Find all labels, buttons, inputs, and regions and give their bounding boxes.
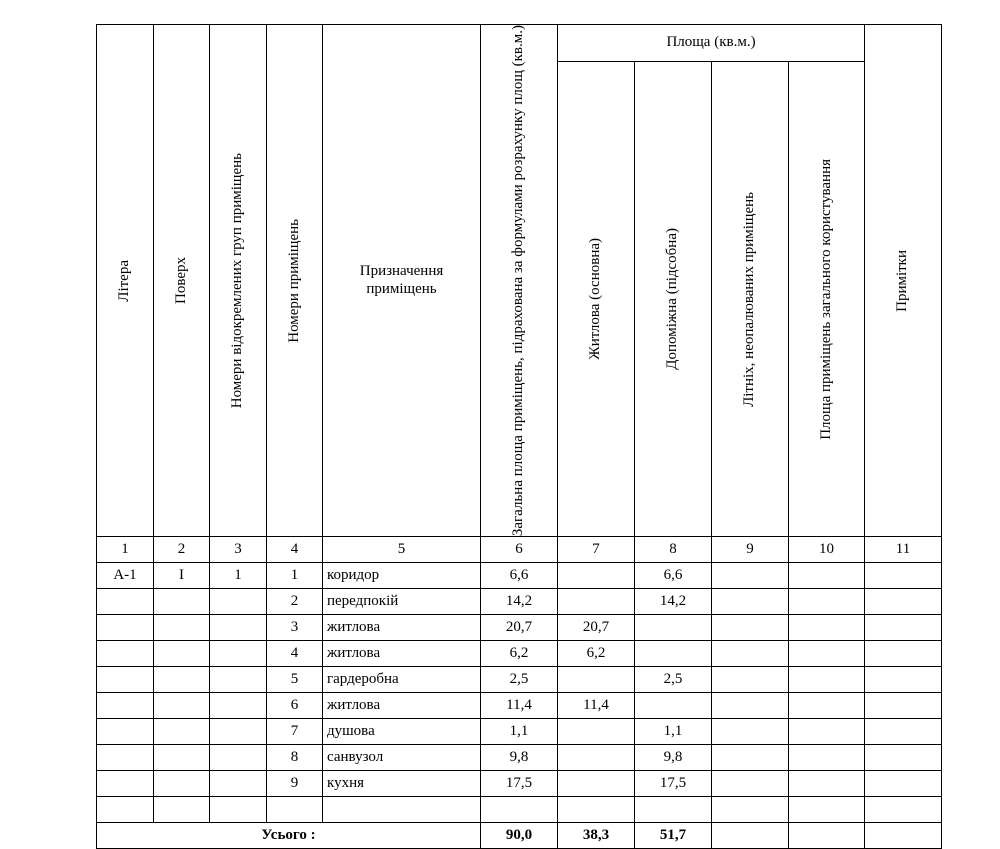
table-row [97, 745, 942, 771]
table-row [97, 615, 942, 641]
cell-room: 2 [267, 589, 323, 615]
cell-group [210, 615, 267, 641]
cell-auxiliary [635, 693, 712, 719]
header-floor: Поверх [154, 25, 210, 537]
col-number: 5 [323, 537, 481, 563]
header-litera: Літера [97, 25, 154, 537]
table-row [97, 589, 942, 615]
cell-notes [865, 797, 942, 823]
cell-total-area: 9,8 [481, 745, 558, 771]
cell-common [789, 589, 865, 615]
cell-auxiliary: 14,2 [635, 589, 712, 615]
cell-living: 11,4 [558, 693, 635, 719]
cell-auxiliary [635, 615, 712, 641]
cell-summer [712, 797, 789, 823]
cell-litera [97, 693, 154, 719]
cell-group [210, 797, 267, 823]
cell-group [210, 589, 267, 615]
cell-room: 6 [267, 693, 323, 719]
cell-purpose: коридор [323, 563, 481, 589]
cell-group [210, 745, 267, 771]
cell-common [789, 693, 865, 719]
header-rooms: Номери приміщень [267, 25, 323, 537]
cell-group [210, 693, 267, 719]
cell-purpose: передпокій [323, 589, 481, 615]
cell-summer [712, 771, 789, 797]
cell-common [789, 719, 865, 745]
cell-summer [712, 641, 789, 667]
header-common: Площа приміщень загального користування [789, 61, 865, 536]
cell-living [558, 745, 635, 771]
cell-room [267, 797, 323, 823]
header-notes: Примітки [865, 25, 942, 537]
cell-purpose: кухня [323, 771, 481, 797]
cell-common [789, 667, 865, 693]
cell-floor [154, 667, 210, 693]
cell-litera [97, 667, 154, 693]
cell-purpose: санвузол [323, 745, 481, 771]
cell-summer [712, 693, 789, 719]
cell-living: 20,7 [558, 615, 635, 641]
cell-living: 6,2 [558, 641, 635, 667]
cell-total-area: 2,5 [481, 667, 558, 693]
cell-total-area [481, 797, 558, 823]
cell-litera [97, 641, 154, 667]
cell-notes [865, 693, 942, 719]
cell-auxiliary [635, 641, 712, 667]
col-number: 8 [635, 537, 712, 563]
cell-auxiliary [635, 797, 712, 823]
cell-litera [97, 615, 154, 641]
column-number-row [97, 537, 942, 563]
cell-living [558, 589, 635, 615]
cell-notes [865, 771, 942, 797]
cell-group [210, 719, 267, 745]
cell-floor [154, 615, 210, 641]
room-area-table [96, 24, 942, 849]
table-row [97, 641, 942, 667]
cell-common [789, 797, 865, 823]
col-number: 1 [97, 537, 154, 563]
cell-living [558, 667, 635, 693]
cell-floor [154, 771, 210, 797]
cell-total-area: 6,6 [481, 563, 558, 589]
col-number: 10 [789, 537, 865, 563]
cell-summer [712, 589, 789, 615]
cell-summer [712, 719, 789, 745]
cell-floor: І [154, 563, 210, 589]
table-row [97, 719, 942, 745]
header-total-area: Загальна площа приміщень, підрахована за формулами розрахунку площ (кв.м.) [481, 25, 558, 537]
cell-living [558, 797, 635, 823]
cell-total-area: 1,1 [481, 719, 558, 745]
table-row [97, 667, 942, 693]
cell-common [789, 771, 865, 797]
cell-purpose: гардеробна [323, 667, 481, 693]
table-row [97, 563, 942, 589]
cell-common [789, 745, 865, 771]
cell-litera: А-1 [97, 563, 154, 589]
cell-floor [154, 641, 210, 667]
cell-auxiliary: 1,1 [635, 719, 712, 745]
table-row [97, 797, 942, 823]
cell-common [789, 641, 865, 667]
cell-floor [154, 797, 210, 823]
table-row [97, 693, 942, 719]
cell-summer [712, 563, 789, 589]
cell-notes [865, 745, 942, 771]
cell-floor [154, 589, 210, 615]
cell-common [789, 563, 865, 589]
cell-total-area: 11,4 [481, 693, 558, 719]
col-number: 4 [267, 537, 323, 563]
cell-notes [865, 563, 942, 589]
cell-room: 3 [267, 615, 323, 641]
cell-room: 7 [267, 719, 323, 745]
totals-common [789, 823, 865, 849]
col-number: 2 [154, 537, 210, 563]
cell-room: 8 [267, 745, 323, 771]
cell-purpose: житлова [323, 693, 481, 719]
cell-total-area: 14,2 [481, 589, 558, 615]
cell-purpose: житлова [323, 615, 481, 641]
header-summer: Літніх, неопалюваних приміщень [712, 61, 789, 536]
col-number: 9 [712, 537, 789, 563]
cell-purpose: житлова [323, 641, 481, 667]
header-living: Житлова (основна) [558, 61, 635, 536]
totals-living: 38,3 [558, 823, 635, 849]
totals-notes [865, 823, 942, 849]
totals-auxiliary: 51,7 [635, 823, 712, 849]
cell-living [558, 563, 635, 589]
header-groups: Номери відокремлених груп приміщень [210, 25, 267, 537]
cell-floor [154, 745, 210, 771]
totals-summer [712, 823, 789, 849]
cell-living [558, 771, 635, 797]
col-number: 11 [865, 537, 942, 563]
cell-notes [865, 641, 942, 667]
cell-room: 4 [267, 641, 323, 667]
cell-purpose: душова [323, 719, 481, 745]
cell-group [210, 771, 267, 797]
header-area-group: Площа (кв.м.) [558, 25, 865, 62]
cell-room: 1 [267, 563, 323, 589]
cell-purpose [323, 797, 481, 823]
cell-litera [97, 745, 154, 771]
totals-label: Усього : [97, 823, 481, 849]
totals-total-area: 90,0 [481, 823, 558, 849]
cell-floor [154, 693, 210, 719]
cell-auxiliary: 2,5 [635, 667, 712, 693]
cell-living [558, 719, 635, 745]
header-auxiliary: Допоміжна (підсобна) [635, 61, 712, 536]
cell-group [210, 667, 267, 693]
cell-notes [865, 589, 942, 615]
totals-row [97, 823, 942, 849]
cell-total-area: 20,7 [481, 615, 558, 641]
cell-litera [97, 771, 154, 797]
cell-litera [97, 797, 154, 823]
cell-auxiliary: 9,8 [635, 745, 712, 771]
cell-auxiliary: 6,6 [635, 563, 712, 589]
cell-total-area: 6,2 [481, 641, 558, 667]
cell-litera [97, 719, 154, 745]
cell-notes [865, 719, 942, 745]
cell-group: 1 [210, 563, 267, 589]
cell-summer [712, 667, 789, 693]
cell-summer [712, 745, 789, 771]
cell-floor [154, 719, 210, 745]
cell-litera [97, 589, 154, 615]
cell-summer [712, 615, 789, 641]
cell-common [789, 615, 865, 641]
header-purpose: Призначення приміщень [323, 25, 481, 537]
col-number: 7 [558, 537, 635, 563]
cell-group [210, 641, 267, 667]
table-row [97, 771, 942, 797]
cell-notes [865, 615, 942, 641]
cell-room: 9 [267, 771, 323, 797]
col-number: 3 [210, 537, 267, 563]
cell-auxiliary: 17,5 [635, 771, 712, 797]
cell-room: 5 [267, 667, 323, 693]
cell-total-area: 17,5 [481, 771, 558, 797]
cell-notes [865, 667, 942, 693]
col-number: 6 [481, 537, 558, 563]
